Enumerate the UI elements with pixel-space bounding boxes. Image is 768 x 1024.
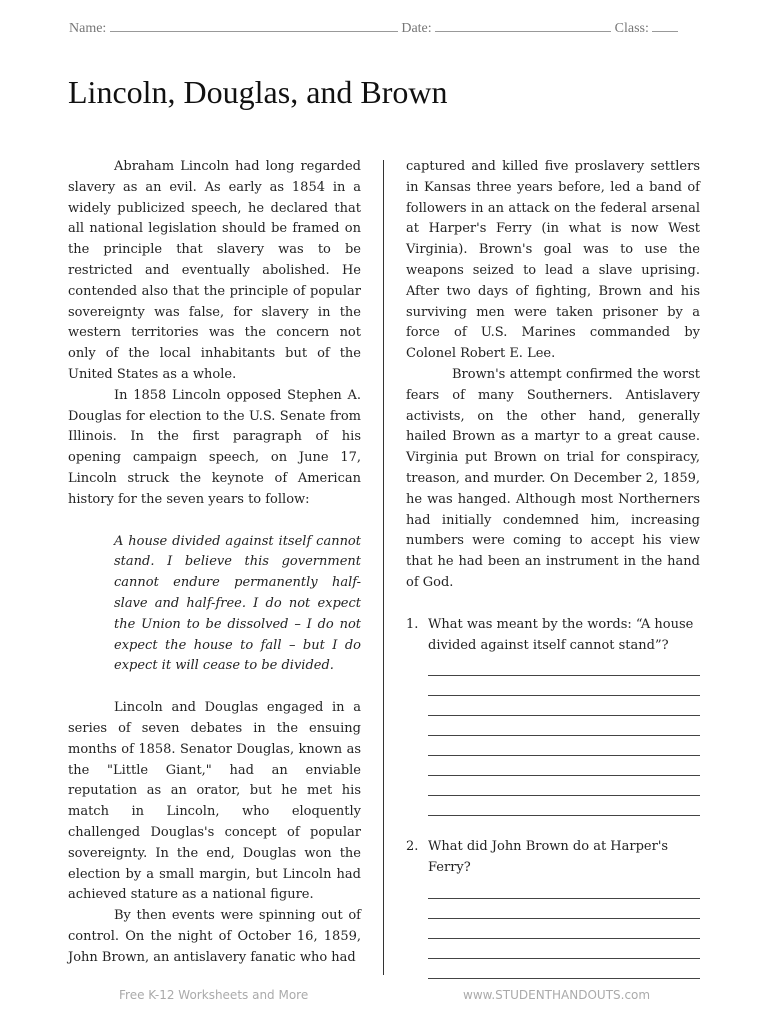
answer-line[interactable] (428, 676, 700, 696)
footer-left: Free K-12 Worksheets and More (119, 988, 309, 1002)
name-label: Name: (69, 21, 107, 36)
paragraph: captured and killed five proslavery settlers in Kansas three years before, led a band of followers in an attack on the federal arsenal at Harper's Ferry (in what is now West Virginia). Brown's goal was to use the weapons seized to lead a slave uprising. After two days of fighting, Brown and his surviving men were taken prisoner by a force of U.S. Marines commanded by Colonel Robert E. Lee. (406, 159, 700, 362)
question-number: 2. (406, 839, 419, 855)
answer-line[interactable] (428, 899, 700, 919)
right-column (406, 157, 700, 979)
paragraph: Lincoln and Douglas engaged in a series of seven debates in the ensuing months of 1858. Senator Douglas, known as the "Little Giant," had an enviable reputation as an orator, but he met his match in Lincoln, who eloquently challenged Douglas's concept of popular sovereignty. In the end, Douglas won the election by a small margin, but Lincoln had achieved stature as a national figure. (68, 700, 361, 903)
answer-line[interactable] (428, 656, 700, 676)
left-column (68, 157, 361, 968)
answer-line[interactable] (428, 959, 700, 979)
answer-line[interactable] (428, 796, 700, 816)
answer-line[interactable] (428, 716, 700, 736)
answer-line[interactable] (428, 696, 700, 716)
answer-lines[interactable] (428, 879, 700, 979)
student-info-header (69, 19, 699, 37)
answer-line[interactable] (428, 939, 700, 959)
name-field[interactable] (110, 19, 398, 32)
lincoln-quote: A house divided against itself cannot stand. I believe this government cannot endure permanently half-slave and half-free. I do not expect the Union to be dissolved – I do not expect the house to fall – but I do expect it will cease to be divided. (114, 533, 361, 674)
date-field[interactable] (435, 19, 611, 32)
paragraph: Brown's attempt confirmed the worst fears of many Southerners. Antislavery activists, on the other hand, generally hailed Brown as a martyr to a great cause. Virginia put Brown on trial for conspiracy, treason, and murder. On December 2, 1859, he was hanged. Although most Northerners had initially condemned him, increasing numbers were coming to accept his view that he had been an instrument in the hand of God. (406, 366, 700, 590)
question-text: What was meant by the words: “A house divided against itself cannot stand”? (428, 616, 694, 653)
answer-line[interactable] (428, 879, 700, 899)
class-label: Class: (614, 21, 649, 36)
question-2 (406, 837, 700, 979)
class-field[interactable] (652, 19, 678, 32)
question-number: 1. (406, 616, 419, 632)
paragraph: Abraham Lincoln had long regarded slavery as an evil. As early as 1854 in a widely publicized speech, he declared that all national legislation should be framed on the principle that slavery was to be restricted and eventually abolished. He contended also that the principle of popular sovereignty was false, for slavery in the western territories was the concern not only of the local inhabitants but of the United States as a whole. (68, 159, 361, 382)
answer-line[interactable] (428, 736, 700, 756)
column-divider (383, 160, 384, 975)
page-title: Lincoln, Douglas, and Brown (68, 74, 448, 110)
date-label: Date: (401, 21, 432, 36)
question-1 (406, 615, 700, 817)
paragraph: By then events were spinning out of control. On the night of October 16, 1859, John Brown, an antislavery fanatic who had (68, 908, 361, 965)
answer-lines[interactable] (428, 656, 700, 816)
answer-line[interactable] (428, 776, 700, 796)
answer-line[interactable] (428, 756, 700, 776)
answer-line[interactable] (428, 919, 700, 939)
footer-right: www.STUDENTHANDOUTS.com (463, 988, 651, 1002)
paragraph: In 1858 Lincoln opposed Stephen A. Douglas for election to the U.S. Senate from Illinois. In the first paragraph of his opening campaign speech, on June 17, Lincoln struck the keynote of American history for the seven years to follow: (68, 387, 361, 507)
question-text: What did John Brown do at Harper's Ferry? (428, 839, 669, 876)
